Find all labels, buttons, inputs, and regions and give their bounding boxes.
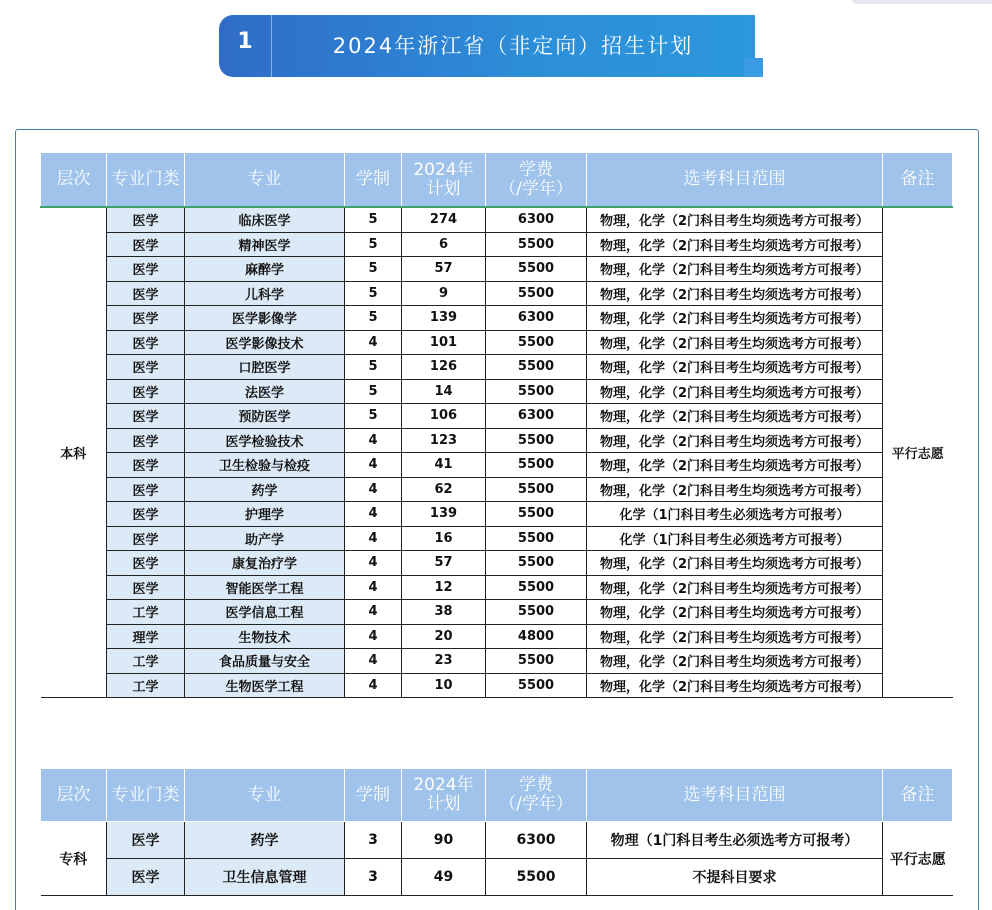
header-plan-line1: 2024年 [413, 159, 474, 180]
category-cell: 医学 [107, 355, 185, 380]
major-cell: 法医学 [185, 379, 345, 404]
plan-cell: 9 [402, 281, 486, 306]
years-cell: 4 [345, 453, 402, 478]
header-category: 专业门类 [107, 769, 185, 822]
note-cell: 平行志愿 [883, 822, 953, 896]
header-fee-line1: 学费 [519, 159, 553, 180]
section-banner [219, 15, 755, 77]
fee-cell: 5500 [486, 355, 587, 380]
category-cell: 医学 [107, 207, 185, 232]
plan-cell: 57 [402, 551, 486, 576]
table-row [41, 551, 953, 576]
years-cell: 4 [345, 575, 402, 600]
table-row [41, 207, 953, 232]
major-cell: 预防医学 [185, 404, 345, 429]
subjects-cell: 物理，化学（2门科目考生均须选考方可报考） [587, 477, 883, 502]
major-cell: 卫生信息管理 [185, 859, 345, 896]
level-cell: 专科 [41, 822, 107, 896]
table-row [41, 257, 953, 282]
subjects-cell: 物理，化学（2门科目考生均须选考方可报考） [587, 257, 883, 282]
category-cell: 医学 [107, 428, 185, 453]
fee-cell: 5500 [486, 526, 587, 551]
plan-cell: 6 [402, 232, 486, 257]
header-level: 层次 [41, 769, 107, 822]
category-cell: 医学 [107, 551, 185, 576]
subjects-cell: 物理，化学（2门科目考生均须选考方可报考） [587, 624, 883, 649]
years-cell: 3 [345, 822, 402, 859]
major-cell: 食品质量与安全 [185, 649, 345, 674]
category-cell: 医学 [107, 575, 185, 600]
category-cell: 医学 [107, 330, 185, 355]
header-fee-line2: （/学年） [499, 794, 573, 814]
header-plan [402, 769, 486, 822]
plan-cell: 62 [402, 477, 486, 502]
category-cell: 医学 [107, 404, 185, 429]
category-cell: 医学 [107, 453, 185, 478]
plan-cell: 123 [402, 428, 486, 453]
header-note: 备注 [883, 769, 953, 822]
subjects-cell: 化学（1门科目考生必须选考方可报考） [587, 502, 883, 527]
plan-cell: 274 [402, 207, 486, 232]
years-cell: 4 [345, 551, 402, 576]
subjects-cell: 物理，化学（2门科目考生均须选考方可报考） [587, 355, 883, 380]
category-cell: 医学 [107, 859, 185, 896]
category-cell: 医学 [107, 526, 185, 551]
category-cell: 医学 [107, 257, 185, 282]
category-cell: 医学 [107, 306, 185, 331]
category-cell: 工学 [107, 673, 185, 698]
header-years: 学制 [345, 153, 402, 208]
subjects-cell: 物理，化学（2门科目考生均须选考方可报考） [587, 232, 883, 257]
header-fee [486, 769, 587, 822]
subjects-cell: 物理，化学（2门科目考生均须选考方可报考） [587, 330, 883, 355]
major-cell: 康复治疗学 [185, 551, 345, 576]
major-cell: 口腔医学 [185, 355, 345, 380]
plan-cell: 57 [402, 257, 486, 282]
header-plan [402, 153, 486, 208]
table-row [41, 575, 953, 600]
table-row [41, 477, 953, 502]
fee-cell: 5500 [486, 232, 587, 257]
table-row [41, 379, 953, 404]
subjects-cell: 物理，化学（2门科目考生均须选考方可报考） [587, 306, 883, 331]
category-cell: 医学 [107, 502, 185, 527]
years-cell: 4 [345, 330, 402, 355]
plan-cell: 16 [402, 526, 486, 551]
fee-cell: 5500 [486, 428, 587, 453]
table-row [41, 428, 953, 453]
major-cell: 医学影像技术 [185, 330, 345, 355]
table-row [41, 306, 953, 331]
level-cell: 本科 [41, 207, 107, 698]
years-cell: 5 [345, 281, 402, 306]
category-cell: 工学 [107, 649, 185, 674]
subjects-cell: 不提科目要求 [587, 859, 883, 896]
header-years: 学制 [345, 769, 402, 822]
plan-cell: 90 [402, 822, 486, 859]
header-fee [486, 153, 587, 208]
years-cell: 4 [345, 600, 402, 625]
table-row [41, 673, 953, 698]
header-major: 专业 [185, 153, 345, 208]
table-row [41, 232, 953, 257]
table-row [41, 281, 953, 306]
major-cell: 药学 [185, 822, 345, 859]
table-row [41, 822, 953, 859]
major-cell: 药学 [185, 477, 345, 502]
years-cell: 3 [345, 859, 402, 896]
years-cell: 5 [345, 232, 402, 257]
years-cell: 5 [345, 257, 402, 282]
category-cell: 医学 [107, 232, 185, 257]
subjects-cell: 物理，化学（2门科目考生均须选考方可报考） [587, 649, 883, 674]
plan-cell: 49 [402, 859, 486, 896]
fee-cell: 5500 [486, 502, 587, 527]
section-title: 2024年浙江省（非定向）招生计划 [332, 34, 694, 58]
table-row [41, 526, 953, 551]
major-cell: 生物医学工程 [185, 673, 345, 698]
note-cell: 平行志愿 [883, 207, 953, 698]
table-header-row [41, 769, 953, 822]
header-fee-line2: （/学年） [499, 178, 573, 199]
header-category: 专业门类 [107, 153, 185, 208]
category-cell: 医学 [107, 822, 185, 859]
undergrad-plan-table [40, 152, 953, 698]
subjects-cell: 物理，化学（2门科目考生均须选考方可报考） [587, 551, 883, 576]
table-row [41, 624, 953, 649]
fee-cell: 5500 [486, 600, 587, 625]
years-cell: 4 [345, 526, 402, 551]
major-cell: 生物技术 [185, 624, 345, 649]
category-cell: 医学 [107, 477, 185, 502]
header-plan-line2: 计划 [426, 178, 461, 199]
years-cell: 5 [345, 404, 402, 429]
major-cell: 助产学 [185, 526, 345, 551]
section-number: 1 [219, 15, 272, 77]
fee-cell: 5500 [486, 281, 587, 306]
plan-cell: 23 [402, 649, 486, 674]
years-cell: 5 [345, 306, 402, 331]
years-cell: 4 [345, 649, 402, 674]
table-header-row [41, 153, 953, 208]
plan-cell: 106 [402, 404, 486, 429]
years-cell: 5 [345, 379, 402, 404]
table-row [41, 453, 953, 478]
major-cell: 医学信息工程 [185, 600, 345, 625]
category-cell: 工学 [107, 600, 185, 625]
plan-cell: 139 [402, 306, 486, 331]
major-cell: 医学检验技术 [185, 428, 345, 453]
header-major: 专业 [185, 769, 345, 822]
subjects-cell: 物理，化学（2门科目考生均须选考方可报考） [587, 404, 883, 429]
years-cell: 5 [345, 355, 402, 380]
years-cell: 4 [345, 624, 402, 649]
fee-cell: 6300 [486, 207, 587, 232]
category-cell: 医学 [107, 379, 185, 404]
plan-cell: 101 [402, 330, 486, 355]
fee-cell: 4800 [486, 624, 587, 649]
years-cell: 4 [345, 502, 402, 527]
table-row [41, 502, 953, 527]
fee-cell: 5500 [486, 379, 587, 404]
major-cell: 儿科学 [185, 281, 345, 306]
major-cell: 医学影像学 [185, 306, 345, 331]
table-row [41, 600, 953, 625]
table-row [41, 355, 953, 380]
fee-cell: 5500 [486, 453, 587, 478]
fee-cell: 5500 [486, 649, 587, 674]
fee-cell: 5500 [486, 477, 587, 502]
category-cell: 理学 [107, 624, 185, 649]
fee-cell: 6300 [486, 404, 587, 429]
years-cell: 4 [345, 428, 402, 453]
fee-cell: 5500 [486, 859, 587, 896]
category-cell: 医学 [107, 281, 185, 306]
subjects-cell: 物理，化学（2门科目考生均须选考方可报考） [587, 428, 883, 453]
major-cell: 智能医学工程 [185, 575, 345, 600]
fee-cell: 5500 [486, 673, 587, 698]
fee-cell: 6300 [486, 822, 587, 859]
subjects-cell: 物理（1门科目考生必须选考方可报考） [587, 822, 883, 859]
fee-cell: 5500 [486, 330, 587, 355]
fee-cell: 6300 [486, 306, 587, 331]
table-row [41, 404, 953, 429]
plan-cell: 14 [402, 379, 486, 404]
years-cell: 4 [345, 673, 402, 698]
plan-cell: 126 [402, 355, 486, 380]
header-subjects: 选考科目范围 [587, 153, 883, 208]
plan-cell: 139 [402, 502, 486, 527]
subjects-cell: 化学（1门科目考生必须选考方可报考） [587, 526, 883, 551]
subjects-cell: 物理，化学（2门科目考生均须选考方可报考） [587, 673, 883, 698]
fee-cell: 5500 [486, 575, 587, 600]
corner-tab [852, 0, 992, 4]
subjects-cell: 物理，化学（2门科目考生均须选考方可报考） [587, 207, 883, 232]
major-cell: 护理学 [185, 502, 345, 527]
table-row [41, 859, 953, 896]
table-row [41, 330, 953, 355]
subjects-cell: 物理，化学（2门科目考生均须选考方可报考） [587, 379, 883, 404]
subjects-cell: 物理，化学（2门科目考生均须选考方可报考） [587, 600, 883, 625]
banner-accent [744, 58, 763, 77]
major-cell: 临床医学 [185, 207, 345, 232]
subjects-cell: 物理，化学（2门科目考生均须选考方可报考） [587, 575, 883, 600]
major-cell: 精神医学 [185, 232, 345, 257]
subjects-cell: 物理，化学（2门科目考生均须选考方可报考） [587, 281, 883, 306]
header-level: 层次 [41, 153, 107, 208]
vocational-plan-table [40, 768, 953, 896]
plan-cell: 10 [402, 673, 486, 698]
table-row [41, 649, 953, 674]
header-subjects: 选考科目范围 [587, 769, 883, 822]
years-cell: 5 [345, 207, 402, 232]
header-fee-line1: 学费 [519, 775, 553, 795]
plan-cell: 41 [402, 453, 486, 478]
plan-cell: 20 [402, 624, 486, 649]
major-cell: 麻醉学 [185, 257, 345, 282]
major-cell: 卫生检验与检疫 [185, 453, 345, 478]
plan-cell: 12 [402, 575, 486, 600]
header-plan-line1: 2024年 [413, 775, 474, 795]
fee-cell: 5500 [486, 257, 587, 282]
fee-cell: 5500 [486, 551, 587, 576]
header-plan-line2: 计划 [426, 794, 461, 814]
plan-cell: 38 [402, 600, 486, 625]
header-note: 备注 [883, 153, 953, 208]
subjects-cell: 物理，化学（2门科目考生均须选考方可报考） [587, 453, 883, 478]
years-cell: 4 [345, 477, 402, 502]
